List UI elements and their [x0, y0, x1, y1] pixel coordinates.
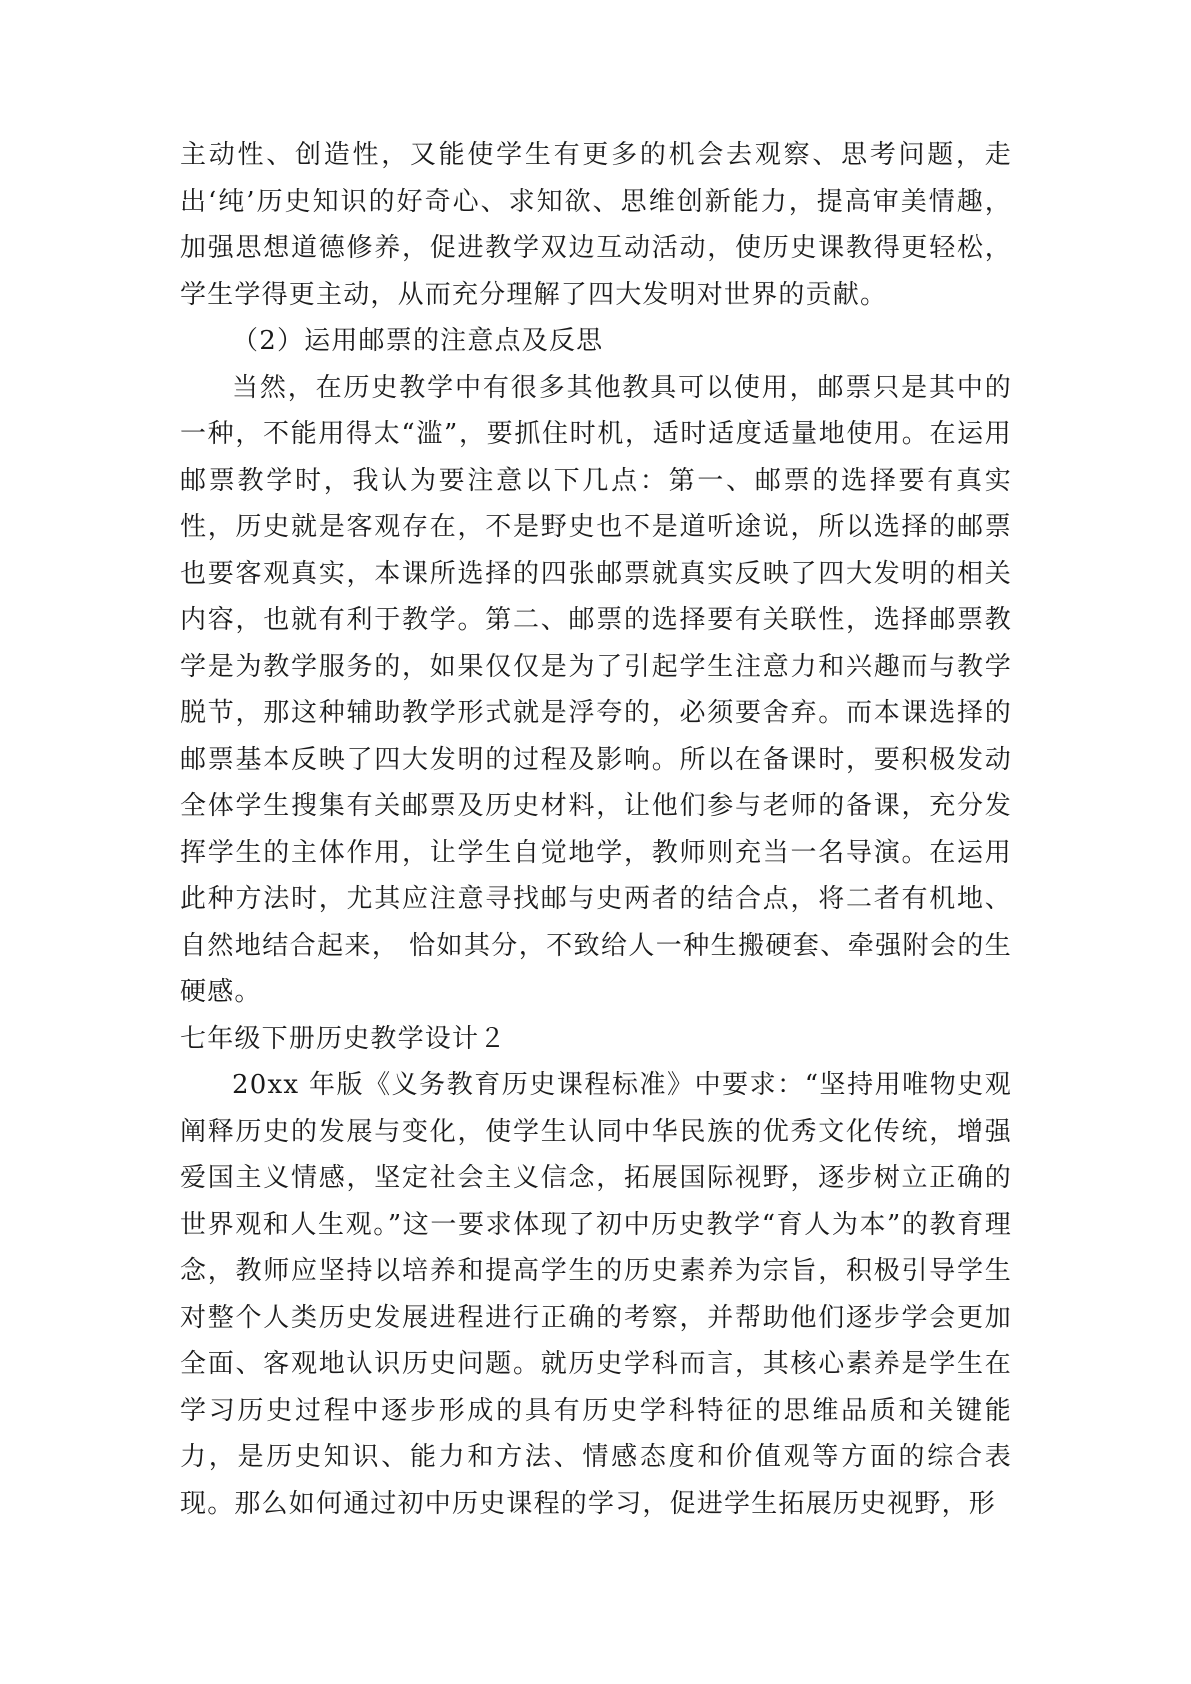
paragraph-stamp-notes: 当然，在历史教学中有很多其他教具可以使用，邮票只是其中的一种，不能用得太“滥”，要抓住时机，适时适度适量地使用。在运用邮票教学时，我认为要注意以下几点：第一、邮票的选择要有真实性，历史就是客观存在，不是野史也不是道听途说，所以选择的邮票也要客观真实，本课所选择的四张邮票就真实反映了四大发明的相关内容，也就有利于教学。第二、邮票的选择要有关联性，选择邮票教学是为教学服务的，如果仅仅是为了引起学生注意力和兴趣而与教学脱节，那这种辅助教学形式就是浮夸的，必须要舍弃。而本课选择的邮票基本反映了四大发明的过程及影响。所以在备课时，要积极发动全体学生搜集有关邮票及历史材料，让他们参与老师的备课，充分发挥学生的主体作用，让学生自觉地学，教师则充当一名导演。在运用此种方法时，尤其应注意寻找邮与史两者的结合点，将二者有机地、自然地结合起来， 恰如其分，不致给人一种生搬硬套、牵强附会的生硬感。 — [180, 372, 1012, 1007]
paragraph-curriculum-standard: 20xx 年版《义务教育历史课程标准》中要求：“坚持用唯物史观阐释历史的发展与变化，使学生认同中华民族的优秀文化传统，增强爱国主义情感，坚定社会主义信念，拓展国际视野，逐步树立正确的世界观和人生观。”这一要求体现了初中历史教学“育人为本”的教育理念，教师应坚持以培养和提高学生的历史素养为宗旨，积极引导学生对整个人类历史发展进程进行正确的考察，并帮助他们逐步学会更加全面、客观地认识历史问题。就历史学科而言，其核心素养是学生在学习历史过程中逐步形成的具有历史学科特征的思维品质和关键能力，是历史知识、能力和方法、情感态度和价值观等方面的综合表现。那么如何通过初中历史课程的学习，促进学生拓展历史视野，形 — [180, 1070, 1012, 1519]
paragraph-continuation: 主动性、创造性，又能使学生有更多的机会去观察、思考问题，走出‘纯’历史知识的好奇心、求知欲、思维创新能力，提高审美情趣，加强思想道德修养，促进教学双边互动活动，使历史课教得更轻松，学生学得更主动，从而充分理解了四大发明对世界的贡献。 — [180, 140, 1012, 310]
section-subheading: （2）运用邮票的注意点及反思 — [232, 326, 604, 356]
document-heading: 七年级下册历史教学设计２ — [180, 1023, 507, 1054]
document-body — [180, 132, 1012, 1527]
